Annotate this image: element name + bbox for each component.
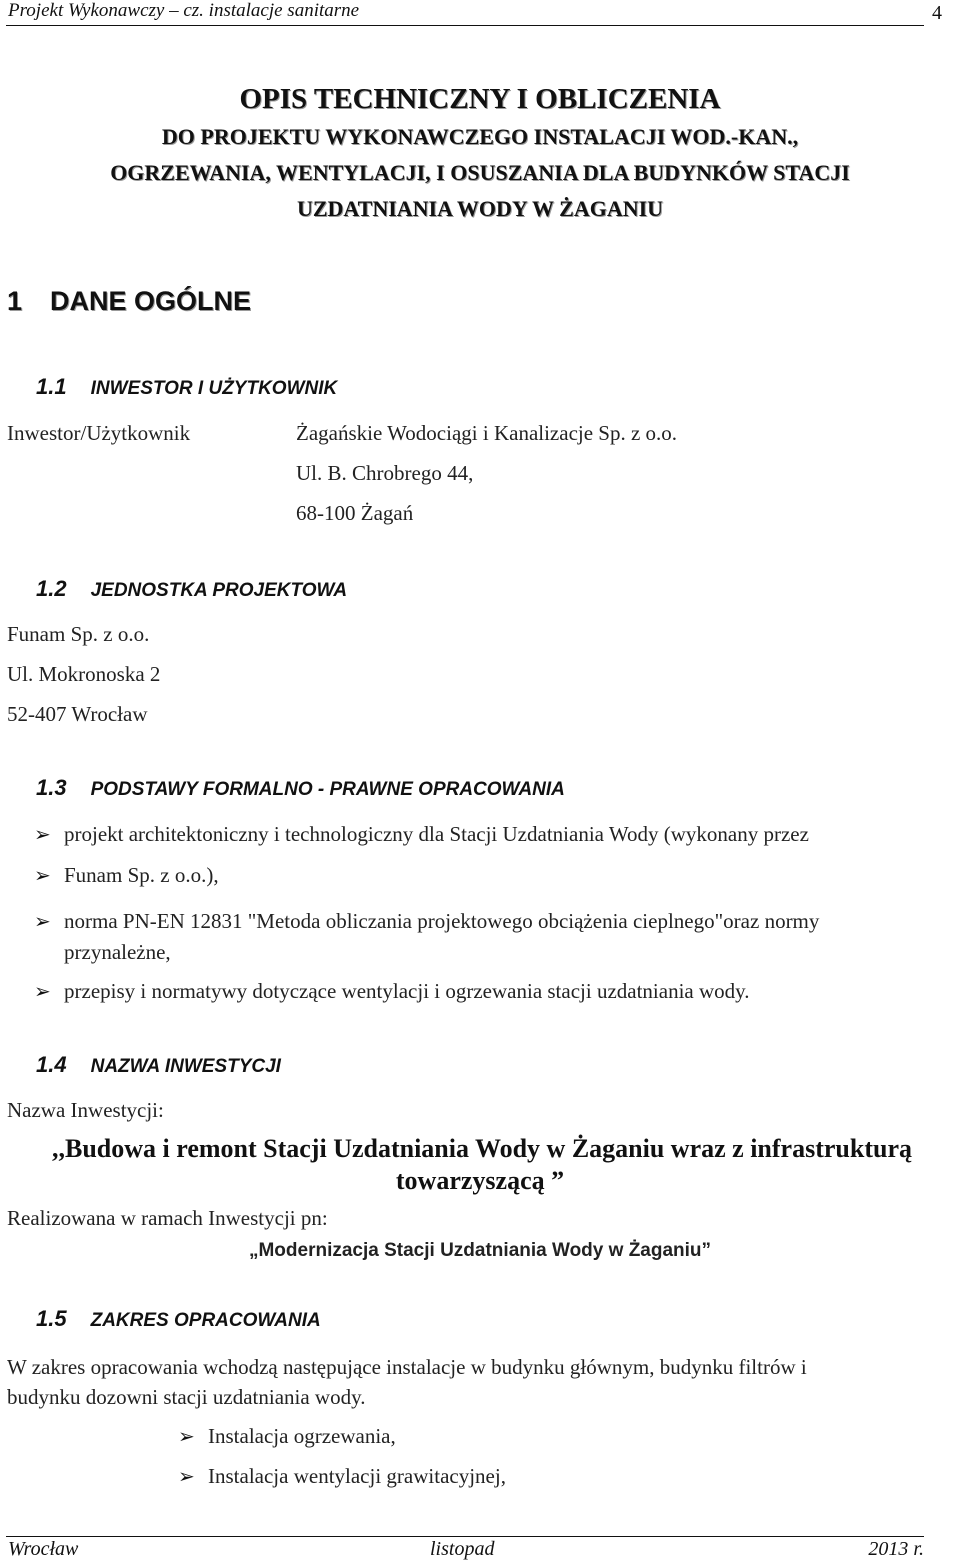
investor-label: Inwestor/Użytkownik: [7, 421, 191, 445]
arrow-bullet-icon: ➢: [178, 1466, 195, 1488]
section-title: DANE OGÓLNE: [50, 286, 252, 316]
section-1-heading: [7, 286, 251, 317]
running-header-title: Projekt Wykonawczy – cz. instalacje sanitarne: [8, 0, 360, 21]
subsection-number: 1.4: [36, 1052, 67, 1077]
list-item: Instalacja ogrzewania,: [208, 1424, 396, 1448]
subsection-1-4-heading: [36, 1052, 281, 1078]
investor-city: 68-100 Żagań: [296, 501, 414, 525]
design-unit-name: Funam Sp. z o.o.: [7, 622, 150, 646]
subsection-number: 1.1: [36, 374, 67, 399]
list-item: Funam Sp. z o.o.),: [64, 863, 219, 887]
subsection-1-2-heading: [36, 576, 347, 602]
list-item-continuation: przynależne,: [64, 940, 171, 964]
subsection-title: NAZWA INWESTYCJI: [90, 1056, 281, 1077]
arrow-bullet-icon: ➢: [34, 981, 51, 1003]
subsection-1-5-heading: [36, 1306, 321, 1332]
arrow-bullet-icon: ➢: [34, 865, 51, 887]
investment-label: Nazwa Inwestycji:: [7, 1098, 164, 1122]
program-name: „Modernizacja Stacji Uzdatniania Wody w Żaganiu”: [248, 1240, 712, 1261]
header-divider: [6, 25, 924, 26]
scope-paragraph-line-1: W zakres opracowania wchodzą następujące instalacje w budynku głównym, budynku filtrów i: [7, 1355, 807, 1379]
arrow-bullet-icon: ➢: [34, 911, 51, 933]
subsection-1-3-heading: [36, 775, 565, 801]
section-number: 1: [7, 286, 23, 316]
list-item: norma PN-EN 12831 "Metoda obliczania projektowego obciążenia cieplnego"oraz normy: [64, 909, 820, 933]
document-title: OPIS TECHNICZNY I OBLICZENIA: [239, 83, 721, 115]
design-unit-city: 52-407 Wrocław: [7, 702, 148, 726]
document-subtitle-line-3: UZDATNIANIA WODY W ŻAGANIU: [296, 196, 664, 221]
subsection-title: INWESTOR I UŻYTKOWNIK: [90, 378, 338, 399]
subsection-title: PODSTAWY FORMALNO - PRAWNE OPRACOWANIA: [90, 779, 565, 800]
footer-year: 2013 r.: [868, 1538, 924, 1560]
footer-divider: [6, 1536, 924, 1537]
scope-paragraph-line-2: budynku dozowni stacji uzdatniania wody.: [7, 1385, 366, 1409]
subsection-number: 1.5: [36, 1306, 67, 1331]
document-subtitle-line-1: DO PROJEKTU WYKONAWCZEGO INSTALACJI WOD.-KAN.,: [161, 124, 799, 149]
document-subtitle-line-2: OGRZEWANIA, WENTYLACJI, I OSUSZANIA DLA BUDYNKÓW STACJI: [110, 160, 850, 185]
investor-name: Żagańskie Wodociągi i Kanalizacje Sp. z o.o.: [296, 421, 678, 445]
program-label: Realizowana w ramach Inwestycji pn:: [7, 1206, 328, 1230]
subsection-1-1-heading: [36, 374, 337, 400]
page-number: 4: [932, 2, 942, 24]
investor-street: Ul. B. Chrobrego 44,: [296, 461, 474, 485]
subsection-title: ZAKRES OPRACOWANIA: [90, 1310, 321, 1331]
list-item: projekt architektoniczny i technologiczny dla Stacji Uzdatniania Wody (wykonany przez: [64, 822, 809, 846]
arrow-bullet-icon: ➢: [34, 824, 51, 846]
footer-city: Wrocław: [8, 1538, 79, 1560]
investment-name-line-2: towarzyszącą ”: [395, 1166, 565, 1195]
subsection-number: 1.3: [36, 775, 67, 800]
design-unit-street: Ul. Mokronoska 2: [7, 662, 161, 686]
subsection-number: 1.2: [36, 576, 67, 601]
investment-name-line-1: ,,Budowa i remont Stacji Uzdatniania Wody w Żaganiu wraz z infrastrukturą: [52, 1134, 912, 1163]
arrow-bullet-icon: ➢: [178, 1426, 195, 1448]
list-item: Instalacja wentylacji grawitacyjnej,: [208, 1464, 506, 1488]
subsection-title: JEDNOSTKA PROJEKTOWA: [90, 580, 348, 601]
footer-month: listopad: [430, 1538, 495, 1560]
list-item: przepisy i normatywy dotyczące wentylacji i ogrzewania stacji uzdatniania wody.: [64, 979, 750, 1003]
